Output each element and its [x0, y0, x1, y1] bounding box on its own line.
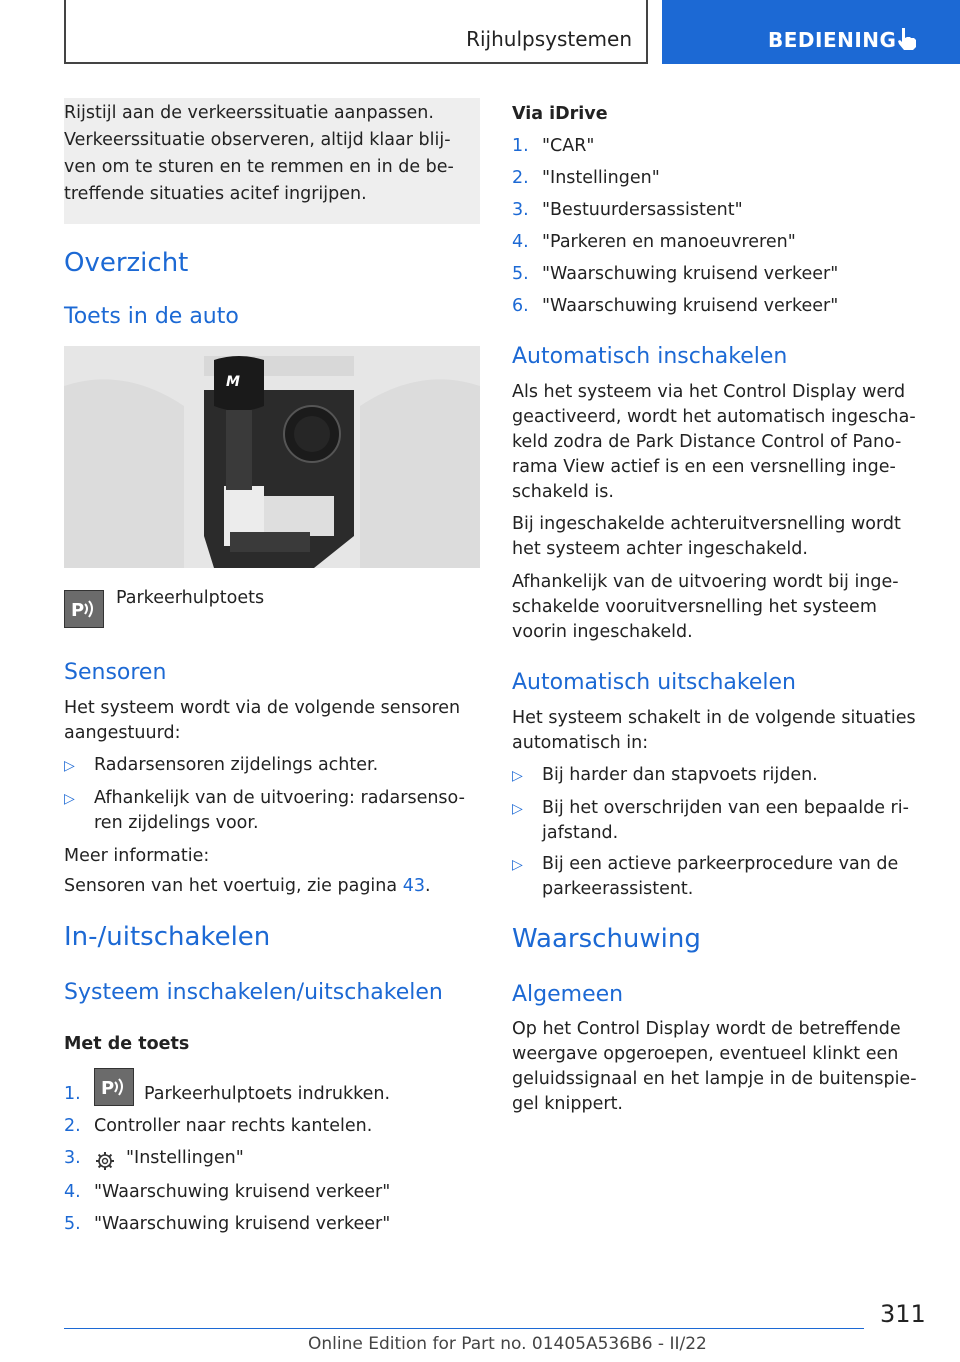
paragraph-line: rama View actief is en een versnelling inge-	[512, 457, 896, 477]
parking-assist-button-icon	[94, 1068, 134, 1106]
bullet-text: jafstand.	[542, 823, 619, 843]
paragraph-line: geactiveerd, wordt het automatisch ingescha-	[512, 407, 916, 427]
step-text: "Waarschuwing kruisend verkeer"	[542, 296, 839, 316]
step-text: Parkeerhulptoets indrukken.	[144, 1084, 391, 1104]
heading-toets: Toets in de auto	[64, 304, 239, 329]
bullet-text: ren zijdelings voor.	[94, 813, 259, 833]
paragraph-line: Bij ingeschakelde achteruitversnelling wordt	[512, 514, 901, 534]
caution-note	[64, 98, 480, 224]
heading-sensoren: Sensoren	[64, 660, 167, 685]
step-text: "Bestuurdersassistent"	[542, 200, 743, 220]
note-line: treffende situaties acitef ingrijpen.	[64, 184, 367, 204]
parking-assist-button-icon	[64, 590, 104, 628]
heading-systeem: Systeem inschakelen/uitschakelen	[64, 980, 443, 1005]
hand-pointer-icon	[894, 26, 920, 52]
paragraph-line: het systeem achter ingeschakeld.	[512, 539, 808, 559]
bullet-text: Bij het overschrijden van een bepaalde ri-	[542, 798, 909, 818]
step-number: 5.	[64, 1214, 81, 1234]
paragraph-line: automatisch in:	[512, 733, 649, 753]
bullet-triangle-icon: ▷	[64, 791, 75, 807]
heading-automatisch-uitschakelen: Automatisch uitschakelen	[512, 670, 796, 695]
center-console-photo	[64, 346, 480, 568]
svg-text:P: P	[101, 1078, 115, 1099]
heading-waarschuwing: Waarschuwing	[512, 924, 701, 954]
step-text: "Instellingen"	[126, 1148, 244, 1168]
step-text: "Waarschuwing kruisend verkeer"	[542, 264, 839, 284]
note-line: ven om te sturen en te remmen en in de be-	[64, 157, 454, 177]
subheading-met-de-toets: Met de toets	[64, 1034, 190, 1054]
step-number: 4.	[64, 1182, 81, 1202]
m-logo: M	[226, 374, 240, 390]
footer-rule	[64, 1328, 864, 1329]
paragraph-line: Afhankelijk van de uitvoering wordt bij inge-	[512, 572, 899, 592]
paragraph-line: schakelde vooruitversnelling het systeem	[512, 597, 877, 617]
step-text: "Waarschuwing kruisend verkeer"	[94, 1214, 391, 1234]
bullet-text: Bij een actieve parkeerprocedure van de	[542, 854, 899, 874]
step-number: 3.	[64, 1148, 81, 1168]
paragraph-line: geluidssignaal en het lampje in de buitenspie-	[512, 1069, 917, 1089]
header-section-title: Rijhulpsystemen	[466, 27, 632, 51]
heading-algemeen: Algemeen	[512, 982, 624, 1007]
header-chapter-title: BEDIENING	[768, 28, 897, 52]
step-number: 6.	[512, 296, 529, 316]
subheading-via-idrive: Via iDrive	[512, 104, 608, 124]
bullet-triangle-icon: ▷	[512, 857, 523, 873]
paragraph-line: Het systeem schakelt in de volgende situaties	[512, 708, 916, 728]
heading-overzicht: Overzicht	[64, 248, 189, 278]
paragraph-line: Als het systeem via het Control Display werd	[512, 382, 906, 402]
bullet-text: Radarsensoren zijdelings achter.	[94, 755, 379, 775]
step-number: 2.	[64, 1116, 81, 1136]
reference-text: Sensoren van het voertuig, zie pagina	[64, 876, 398, 896]
note-line: Rijstijl aan de verkeerssituatie aanpassen.	[64, 103, 434, 123]
step-number: 3.	[512, 200, 529, 220]
step-text: "Waarschuwing kruisend verkeer"	[94, 1182, 391, 1202]
paragraph-line: gel knippert.	[512, 1094, 623, 1114]
bullet-text: parkeerassistent.	[542, 879, 694, 899]
gear-icon	[94, 1150, 116, 1172]
paragraph-line: Het systeem wordt via de volgende sensoren	[64, 698, 461, 718]
console-illustration	[64, 346, 480, 568]
page-number: 311	[880, 1300, 926, 1328]
paragraph-line: voorin ingeschakeld.	[512, 622, 693, 642]
paragraph-line: Op het Control Display wordt de betreffende	[512, 1019, 901, 1039]
step-text: "Instellingen"	[542, 168, 660, 188]
paragraph-line: weergave opgeroepen, eventueel klinkt een	[512, 1044, 899, 1064]
note-line: Verkeerssituatie observeren, altijd klaar blij-	[64, 130, 451, 150]
heading-inuitschakelen: In-/uitschakelen	[64, 922, 271, 952]
reference-dot: .	[424, 876, 431, 896]
bullet-triangle-icon: ▷	[512, 801, 523, 817]
step-text: Controller naar rechts kantelen.	[94, 1116, 373, 1136]
page-link[interactable]: 43	[402, 876, 425, 896]
bullet-text: Bij harder dan stapvoets rijden.	[542, 765, 818, 785]
bullet-triangle-icon: ▷	[512, 768, 523, 784]
step-number: 2.	[512, 168, 529, 188]
cross-reference	[64, 874, 431, 899]
step-number: 1.	[64, 1084, 81, 1104]
step-number: 5.	[512, 264, 529, 284]
header-chapter-tab	[662, 0, 960, 64]
paragraph-line: Meer informatie:	[64, 846, 210, 866]
paragraph-line: schakeld is.	[512, 482, 614, 502]
step-number: 1.	[512, 136, 529, 156]
footer-edition: Online Edition for Part no. 01405A536B6 - II/22	[308, 1334, 707, 1354]
step-text: "CAR"	[542, 136, 595, 156]
bullet-text: Afhankelijk van de uitvoering: radarsenso-	[94, 788, 465, 808]
icon-caption: Parkeerhulptoets	[116, 588, 265, 608]
step-number: 4.	[512, 232, 529, 252]
header-section-box	[64, 0, 648, 64]
paragraph-line: keld zodra de Park Distance Control of Pano-	[512, 432, 902, 452]
step-text: "Parkeren en manoeuvreren"	[542, 232, 796, 252]
heading-automatisch-inschakelen: Automatisch inschakelen	[512, 344, 788, 369]
bullet-triangle-icon: ▷	[64, 758, 75, 774]
paragraph-line: aangestuurd:	[64, 723, 181, 743]
svg-text:P: P	[71, 600, 85, 621]
